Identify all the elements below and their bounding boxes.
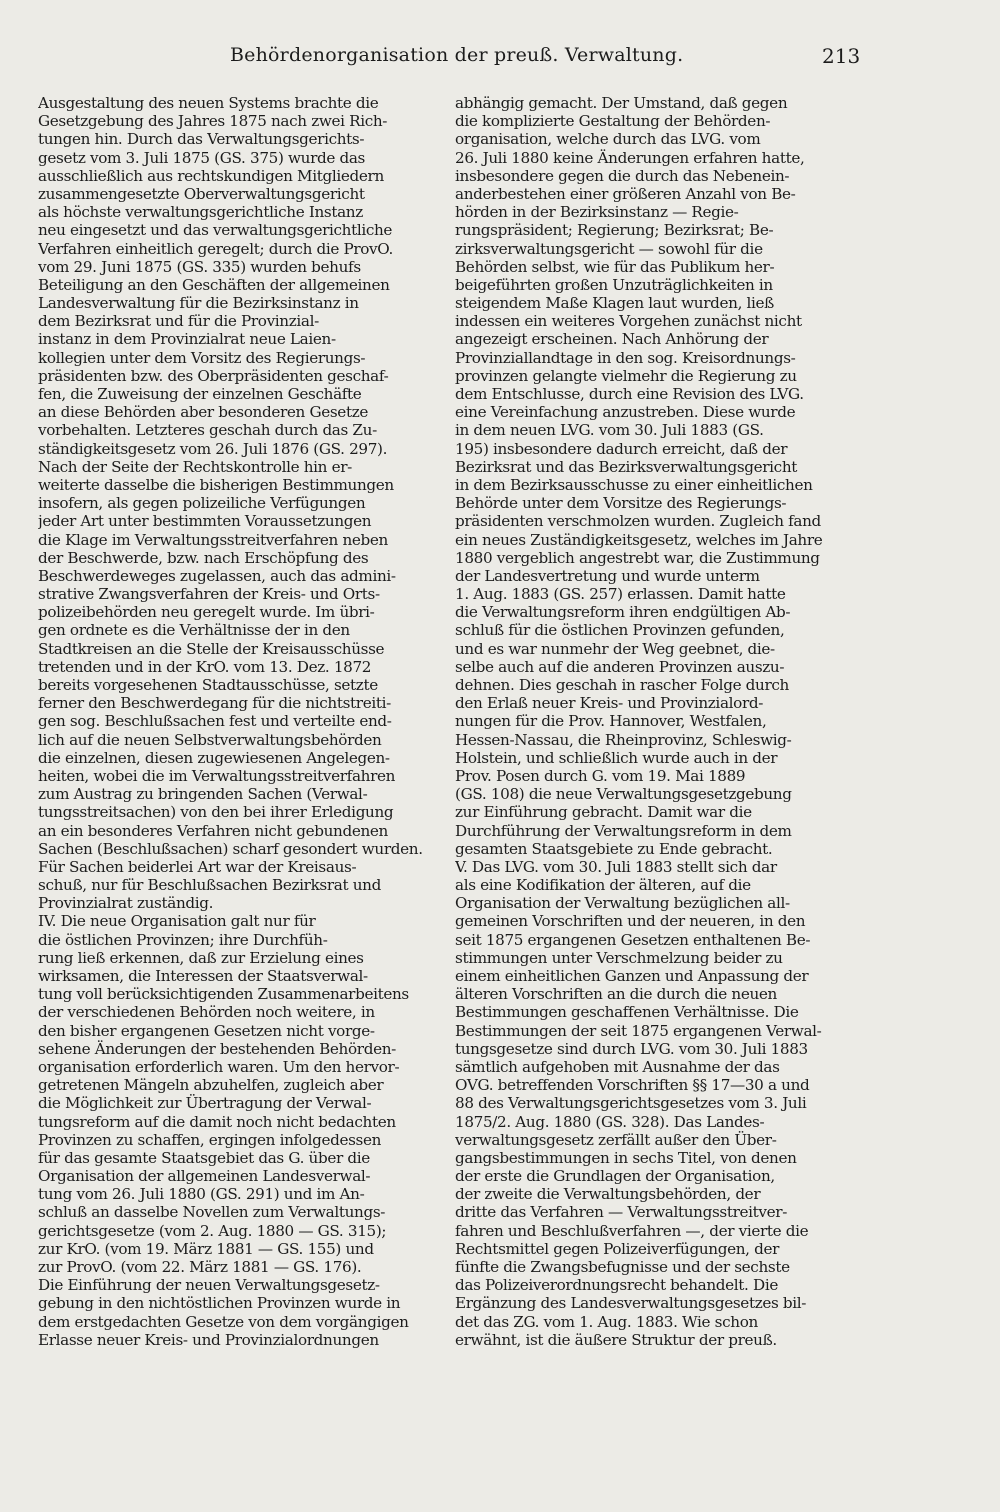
text-line: organisation, welche durch das LVG. vom (455, 130, 761, 149)
text-line: organisation erforderlich waren. Um den hervor- (38, 1057, 400, 1076)
text-line: schuß, nur für Beschlußsachen Bezirksrat und (38, 876, 381, 895)
text-line: neu eingesetzt und das verwaltungsgerichtliche (38, 221, 393, 240)
text-line: Gesetzgebung des Jahres 1875 nach zwei Rich- (38, 112, 388, 131)
text-line: tungsgesetze sind durch LVG. vom 30. Juli 1883 (455, 1039, 808, 1058)
text-line: beigeführten großen Unzuträglichkeiten in (455, 275, 773, 294)
text-line: ständigkeitsgesetz vom 26. Juli 1876 (GS. 297). (38, 439, 388, 458)
text-line: der Beschwerde, bzw. nach Erschöpfung des (38, 548, 369, 567)
text-line: 26. Juli 1880 keine Änderungen erfahren hatte, (455, 148, 805, 167)
text-line: Rechtsmittel gegen Polizeiverfügungen, der (455, 1239, 780, 1258)
text-line: tretenden und in der KrO. vom 13. Dez. 1872 (38, 657, 372, 676)
text-line: Stadtkreisen an die Stelle der Kreisausschüsse (38, 639, 385, 658)
text-line: bereits vorgesehenen Stadtausschüsse, setzte (38, 676, 378, 694)
text-line: gebung in den nichtöstlichen Provinzen wurde in (38, 1294, 401, 1313)
text-line: instanz in dem Provinzialrat neue Laien- (38, 330, 336, 349)
text-line: verwaltungsgesetz zerfällt außer den Über- (455, 1130, 777, 1149)
text-line: die komplizierte Gestaltung der Behörden- (455, 112, 771, 131)
text-line: tung vom 26. Juli 1880 (GS. 291) und im An- (38, 1185, 365, 1204)
left-text-column (38, 94, 443, 1349)
text-line: als eine Kodifikation der älteren, auf die (455, 876, 751, 895)
text-line: hörden in der Bezirksinstanz — Regie- (455, 203, 739, 222)
text-line: Beteiligung an den Geschäften der allgemeinen (38, 275, 390, 294)
text-line: rungspräsident; Regierung; Bezirksrat; Be- (455, 221, 774, 240)
text-line: und es war nunmehr der Weg geebnet, die- (455, 639, 775, 658)
text-line: tungsstreitsachen) von den bei ihrer Erledigung (38, 803, 394, 822)
text-line: lich auf die neuen Selbstverwaltungsbehörden (38, 730, 382, 749)
text-line: abhängig gemacht. Der Umstand, daß gegen (455, 94, 788, 112)
text-line: Behörden selbst, wie für das Publikum her- (455, 257, 775, 276)
text-line: angezeigt erscheinen. Nach Anhörung der (455, 330, 769, 349)
text-line: kollegien unter dem Vorsitz des Regierungs- (38, 348, 366, 367)
text-line: stimmungen unter Verschmelzung beider zu (455, 948, 783, 967)
text-line: gen sog. Beschlußsachen fest und verteilte end- (38, 712, 392, 731)
text-line: einem einheitlichen Ganzen und Anpassung der (455, 967, 809, 985)
text-line: für das gesamte Staatsgebiet das G. über die (38, 1148, 370, 1167)
text-line: Sachen (Beschlußsachen) scharf gesondert wurden. (38, 839, 423, 858)
text-line: heiten, wobei die im Verwaltungsstreitverfahren (38, 766, 396, 785)
text-line: selbe auch auf die anderen Provinzen auszu- (455, 657, 785, 676)
text-line: nungen für die Prov. Hannover, Westfalen, (455, 712, 767, 731)
text-line: sämtlich aufgehoben mit Ausnahme der das (455, 1057, 780, 1076)
text-line: (GS. 108) die neue Verwaltungsgesetzgebung (455, 785, 792, 804)
text-line: an ein besonderes Verfahren nicht gebundenen (38, 821, 388, 840)
text-line: in dem neuen LVG. vom 30. Juli 1883 (GS. (455, 421, 764, 440)
text-line: in dem Bezirksausschusse zu einer einheitlichen (455, 475, 813, 494)
text-line: Ergänzung des Landesverwaltungsgesetzes bil- (455, 1294, 807, 1313)
text-line: Behörde unter dem Vorsitze des Regierungs- (455, 494, 787, 513)
text-line: den bisher ergangenen Gesetzen nicht vorge- (38, 1021, 375, 1040)
text-line: Provinzialrat zuständig. (38, 894, 214, 913)
text-line: gesamten Staatsgebiete zu Ende gebracht. (455, 839, 773, 858)
text-line: dem Entschlusse, durch eine Revision des LVG. (455, 385, 804, 403)
text-line: jeder Art unter bestimmten Voraussetzungen (38, 512, 372, 531)
text-line: zirksverwaltungsgericht — sowohl für die (455, 239, 763, 258)
text-line: det das ZG. vom 1. Aug. 1883. Wie schon (455, 1312, 758, 1331)
text-line: Beschwerdeweges zugelassen, auch das admini- (38, 566, 396, 585)
text-line: sehene Änderungen der bestehenden Behörden- (38, 1039, 396, 1058)
text-line: vom 29. Juni 1875 (GS. 335) wurden behufs (38, 257, 361, 276)
text-line: gen ordnete es die Verhältnisse der in den (38, 621, 350, 640)
text-line: Hessen-Nassau, die Rheinprovinz, Schleswig- (455, 730, 792, 749)
text-line: wirksamen, die Interessen der Staatsverwal- (38, 967, 368, 985)
text-line: provinzen gelangte vielmehr die Regierung zu (455, 366, 797, 385)
text-line: präsidenten verschmolzen wurden. Zugleich fand (455, 512, 821, 531)
text-line: Ausgestaltung des neuen Systems brachte die (38, 94, 379, 112)
text-line: die Klage im Verwaltungsstreitverfahren neben (38, 530, 388, 549)
text-line: tungen hin. Durch das Verwaltungsgerichts- (38, 130, 365, 149)
text-line: Holstein, und schließlich wurde auch in der (455, 748, 778, 767)
text-line: Für Sachen beiderlei Art war der Kreisaus- (38, 857, 357, 876)
text-line: zur Einführung gebracht. Damit war die (455, 803, 752, 822)
text-line: der Landesvertretung und wurde unterm (455, 566, 760, 585)
text-line: dem Bezirksrat und für die Provinzial- (38, 312, 319, 331)
text-line: eine Vereinfachung anzustreben. Diese wurde (455, 403, 796, 422)
running-title: Behördenorganisation der preuß. Verwaltung. (230, 44, 684, 66)
text-line: tung voll berücksichtigenden Zusammenarbeitens (38, 985, 409, 1004)
text-line: V. Das LVG. vom 30. Juli 1883 stellt sich dar (455, 857, 777, 876)
text-line: Landesverwaltung für die Bezirksinstanz in (38, 294, 359, 313)
right-text-column (455, 94, 860, 1349)
text-line: 1875/2. Aug. 1880 (GS. 328). Das Landes- (455, 1112, 765, 1131)
text-line: zum Austrag zu bringenden Sachen (Verwal- (38, 785, 368, 804)
text-line: der zweite die Verwaltungsbehörden, der (455, 1185, 761, 1204)
text-line: gangsbestimmungen in sechs Titel, von denen (455, 1148, 797, 1167)
text-line: als höchste verwaltungsgerichtliche Instanz (38, 203, 363, 222)
text-line: insbesondere gegen die durch das Nebenein- (455, 166, 790, 185)
text-line: seit 1875 ergangenen Gesetzen enthaltenen Be- (455, 930, 811, 949)
text-line: anderbestehen einer größeren Anzahl von Be- (455, 184, 796, 203)
text-line: OVG. betreffenden Vorschriften §§ 17—30 a und (455, 1076, 810, 1095)
text-line: getretenen Mängeln abzuhelfen, zugleich aber (38, 1076, 384, 1095)
text-line: fahren und Beschlußverfahren —, der vierte die (455, 1221, 809, 1240)
text-line: Nach der Seite der Rechtskontrolle hin er- (38, 457, 352, 476)
text-line: zur ProvO. (vom 22. März 1881 — GS. 176). (38, 1258, 362, 1276)
text-line: indessen ein weiteres Vorgehen zunächst nicht (455, 312, 802, 331)
text-line: der erste die Grundlagen der Organisation, (455, 1167, 775, 1186)
text-line: fen, die Zuweisung der einzelnen Geschäfte (38, 385, 362, 403)
text-line: präsidenten bzw. des Oberpräsidenten geschaf- (38, 366, 389, 385)
text-line: weiterte dasselbe die bisherigen Bestimmungen (38, 475, 394, 494)
text-line: den Erlaß neuer Kreis- und Provinzialord- (455, 694, 764, 713)
text-line: die einzelnen, diesen zugewiesenen Angelegen- (38, 748, 390, 767)
text-line: ausschließlich aus rechtskundigen Mitgliedern (38, 166, 384, 185)
text-line: erwähnt, ist die äußere Struktur der preuß. (455, 1330, 777, 1349)
text-line: Bestimmungen geschaffenen Verhältnisse. Die (455, 1003, 799, 1022)
text-line: die Verwaltungsreform ihren endgültigen Ab- (455, 603, 791, 622)
text-line: dehnen. Dies geschah in rascher Folge durch (455, 676, 789, 694)
text-line: gesetz vom 3. Juli 1875 (GS. 375) wurde das (38, 148, 366, 167)
text-line: rung ließ erkennen, daß zur Erzielung eines (38, 948, 364, 967)
text-line: zusammengesetzte Oberverwaltungsgericht (38, 184, 365, 203)
text-line: dem erstgedachten Gesetze von dem vorgängigen (38, 1312, 409, 1331)
text-line: fünfte die Zwangsbefugnisse und der sechste (455, 1258, 790, 1276)
text-line: an diese Behörden aber besonderen Gesetze (38, 403, 368, 422)
text-line: tungsreform auf die damit noch nicht bedachten (38, 1112, 396, 1131)
text-line: zur KrO. (vom 19. März 1881 — GS. 155) und (38, 1239, 374, 1258)
text-line: 1880 vergeblich angestrebt war, die Zustimmung (455, 548, 820, 567)
text-line: die Möglichkeit zur Übertragung der Verwal- (38, 1094, 372, 1113)
text-line: insofern, als gegen polizeiliche Verfügungen (38, 494, 366, 513)
text-line: 88 des Verwaltungsgerichtsgesetzes vom 3. Juli (455, 1094, 807, 1113)
page-header (0, 44, 1000, 74)
text-line: Provinzen zu schaffen, ergingen infolgedessen (38, 1130, 382, 1149)
text-line: älteren Vorschriften an die durch die neuen (455, 985, 777, 1004)
text-line: Organisation der Verwaltung bezüglichen all- (455, 894, 790, 913)
text-line: dritte das Verfahren — Verwaltungsstreitver- (455, 1203, 787, 1222)
text-line: Provinziallandtage in den sog. Kreisordnungs- (455, 348, 796, 367)
text-line: ferner den Beschwerdegang für die nichtstreiti- (38, 694, 391, 713)
text-line: die östlichen Provinzen; ihre Durchfüh- (38, 930, 328, 949)
text-line: Die Einführung der neuen Verwaltungsgesetz- (38, 1276, 380, 1295)
text-line: strative Zwangsverfahren der Kreis- und Orts- (38, 585, 380, 604)
text-line: gerichtsgesetze (vom 2. Aug. 1880 — GS. 315); (38, 1221, 387, 1240)
text-line: Durchführung der Verwaltungsreform in dem (455, 821, 792, 840)
text-line: steigendem Maße Klagen laut wurden, ließ (455, 294, 774, 313)
page-number: 213 (822, 44, 861, 68)
text-line: Verfahren einheitlich geregelt; durch die ProvO. (38, 239, 393, 258)
text-line: gemeinen Vorschriften und der neueren, in den (455, 912, 806, 931)
text-line: Prov. Posen durch G. vom 19. Mai 1889 (455, 766, 746, 785)
text-line: polizeibehörden neu geregelt wurde. Im übri- (38, 603, 375, 622)
text-line: 1. Aug. 1883 (GS. 257) erlassen. Damit hatte (455, 585, 786, 604)
text-line: Bestimmungen der seit 1875 ergangenen Verwal- (455, 1021, 822, 1040)
text-line: schluß für die östlichen Provinzen gefunden, (455, 621, 785, 640)
text-line: Bezirksrat und das Bezirksverwaltungsgericht (455, 457, 798, 476)
text-line: Organisation der allgemeinen Landesverwal- (38, 1167, 371, 1186)
text-line: der verschiedenen Behörden noch weitere, in (38, 1003, 375, 1022)
text-line: schluß an dasselbe Novellen zum Verwaltungs- (38, 1203, 386, 1222)
text-line: IV. Die neue Organisation galt nur für (38, 912, 316, 931)
text-line: 195) insbesondere dadurch erreicht, daß der (455, 439, 788, 458)
text-line: Erlasse neuer Kreis- und Provinzialordnungen (38, 1330, 379, 1349)
text-line: ein neues Zuständigkeitsgesetz, welches im Jahre (455, 530, 823, 549)
text-line: das Polizeiverordnungsrecht behandelt. Die (455, 1276, 778, 1295)
text-line: vorbehalten. Letzteres geschah durch das Zu- (38, 421, 377, 440)
